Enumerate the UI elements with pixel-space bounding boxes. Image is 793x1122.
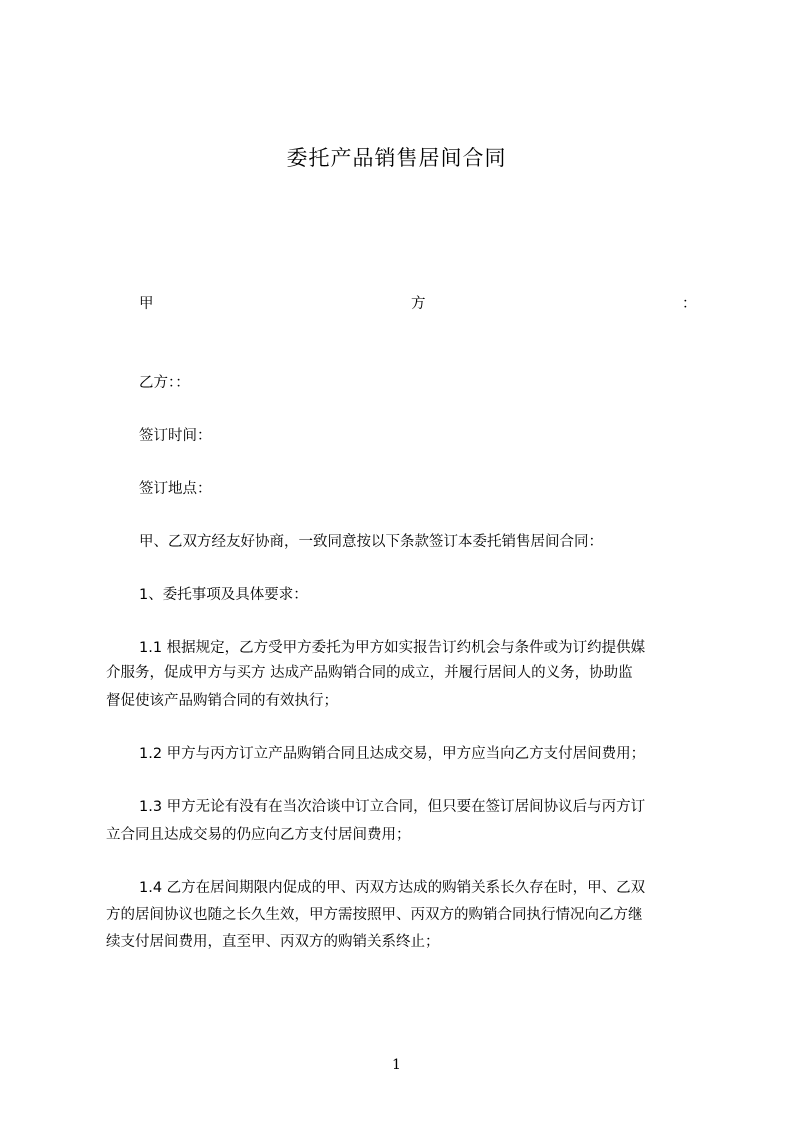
party-b-line: 乙方：：: [139, 375, 190, 391]
party-a-char1: 甲: [139, 296, 154, 312]
clause-1-4-line2: 方的居间协议也随之长久生效，甲方需按照甲、丙双方的购销合同执行情况向乙方继: [106, 907, 643, 923]
party-a-colon: ：: [682, 296, 697, 312]
page-number: 1: [392, 1057, 401, 1073]
clause-1-1-line3: 督促使该产品购销合同的有效执行；: [106, 693, 338, 709]
party-a-char2: 方: [411, 296, 426, 312]
clause-1-2: 1.2 甲方与丙方订立产品购销合同且达成交易，甲方应当向乙方支付居间费用；: [139, 746, 646, 762]
clause-1-1-line1: 1.1 根据规定，乙方受甲方委托为甲方如实报告订约机会与条件或为订约提供媒: [139, 640, 646, 656]
section-1-heading: 1、委托事项及具体要求：: [139, 587, 308, 603]
clause-1-4-line3: 续支付居间费用，直至甲、丙双方的购销关系终止；: [106, 934, 440, 950]
clause-1-4-line1: 1.4 乙方在居间期限内促成的甲、丙双方达成的购销关系长久存在时，甲、乙双: [139, 880, 646, 896]
clause-1-3-line2: 立合同且达成交易的仍应向乙方支付居间费用；: [106, 827, 411, 843]
intro-paragraph: 甲、乙双方经友好协商，一致同意按以下条款签订本委托销售居间合同：: [139, 534, 603, 550]
party-a-line: [139, 292, 697, 312]
document-title: 委托产品销售居间合同: [286, 146, 507, 170]
sign-place-line: 签订地点：: [139, 481, 212, 497]
clause-1-1-line2: 介服务，促成甲方与买方 达成产品购销合同的成立，并履行居间人的义务，协助监: [106, 665, 633, 681]
sign-time-line: 签订时间：: [139, 428, 212, 444]
clause-1-3-line1: 1.3 甲方无论有没有在当次洽谈中订立合同，但只要在签订居间协议后与丙方订: [139, 799, 646, 815]
